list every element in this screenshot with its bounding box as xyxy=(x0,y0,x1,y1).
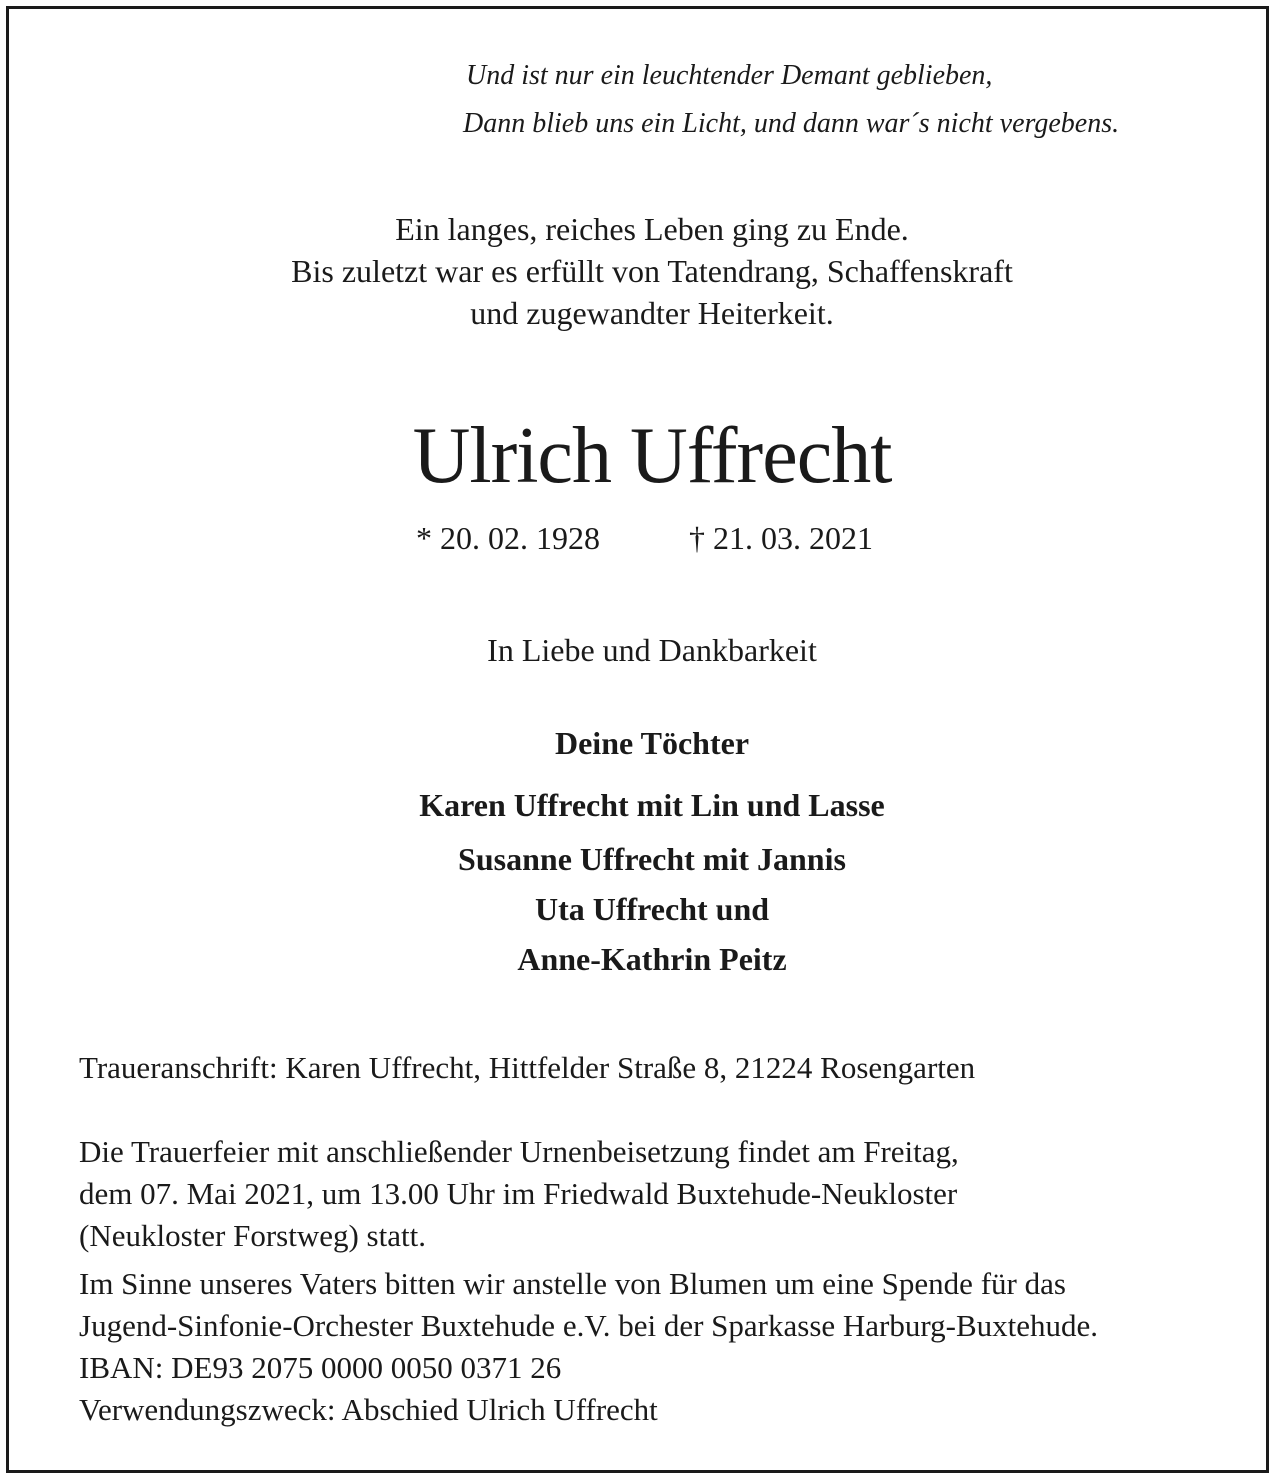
deceased-name: Ulrich Uffrecht xyxy=(412,412,892,500)
intro-line-3: und zugewandter Heiterkeit. xyxy=(470,295,834,331)
ceremony-line-3: (Neukloster Forstweg) statt. xyxy=(79,1218,426,1253)
family-member: Susanne Uffrecht mit Jannis xyxy=(458,841,846,877)
death-date: † 21. 03. 2021 xyxy=(689,520,873,556)
ceremony-line-1: Die Trauerfeier mit anschließender Urnenbeisetzung findet am Freitag, xyxy=(79,1134,959,1169)
donation-iban: IBAN: DE93 2075 0000 0050 0371 26 xyxy=(79,1350,562,1385)
mourning-address: Traueranschrift: Karen Uffrecht, Hittfelder Straße 8, 21224 Rosengarten xyxy=(79,1050,976,1085)
intro-text xyxy=(12,208,1280,334)
family-member: Uta Uffrecht und xyxy=(534,891,770,927)
donation-reference: Verwendungszweck: Abschied Ulrich Uffrecht xyxy=(79,1392,658,1427)
donation-line-1: Im Sinne unseres Vaters bitten wir anstelle von Blumen um eine Spende für das xyxy=(79,1266,1066,1301)
family-member: Anne-Kathrin Peitz xyxy=(517,941,787,977)
quote-line-2: Dann blieb uns ein Licht, und dann war´s nicht vergebens. xyxy=(463,108,1120,139)
donation-line-2: Jugend-Sinfonie-Orchester Buxtehude e.V. bei der Sparkasse Harburg-Buxtehude. xyxy=(79,1308,1099,1343)
family-member: Karen Uffrecht mit Lin und Lasse xyxy=(419,787,885,823)
closing-phrase: In Liebe und Dankbarkeit xyxy=(487,632,817,668)
intro-line-1: Ein langes, reiches Leben ging zu Ende. xyxy=(395,211,909,247)
ceremony-text xyxy=(79,1131,959,1257)
intro-line-2: Bis zuletzt war es erfüllt von Tatendrang, Schaffenskraft xyxy=(291,253,1013,289)
birth-date: * 20. 02. 1928 xyxy=(416,520,600,556)
donation-text xyxy=(79,1263,1098,1431)
family-heading: Deine Töchter xyxy=(554,725,750,761)
ceremony-line-2: dem 07. Mai 2021, um 13.00 Uhr im Friedwald Buxtehude-Neukloster xyxy=(79,1176,958,1211)
quote-line-1: Und ist nur ein leuchtender Demant geblieben, xyxy=(466,60,993,91)
